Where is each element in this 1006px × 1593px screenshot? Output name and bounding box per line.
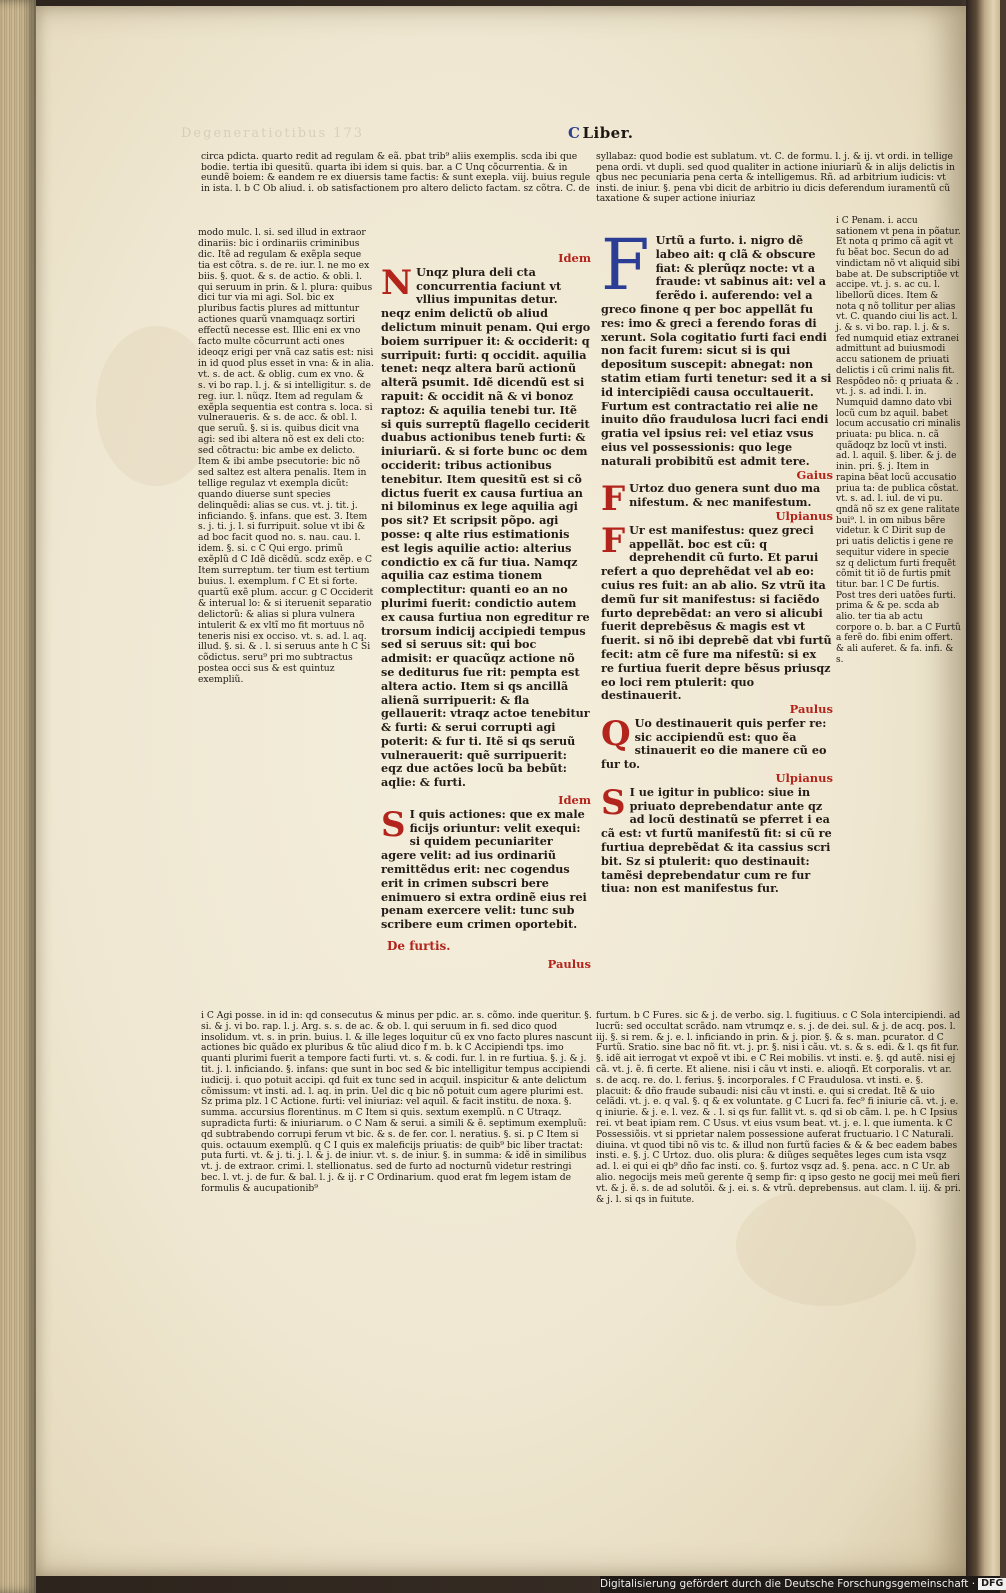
- initial-f-blue: F: [601, 224, 650, 306]
- speaker-label: Paulus: [789, 702, 833, 717]
- next-page-curl: [966, 0, 1000, 1593]
- gloss-top-left: [201, 152, 593, 228]
- footer-text: Digitalisierung gefördert durch die Deutsche Forschungsgemeinschaft ·: [600, 1578, 976, 1590]
- gloss-text: i C Penam. i. accu sationem vt pena in põatur. Et nota q primo cã agit vt fu bẽat boc. Secun do ad vindictam nõ vt aliquid sibi babe at. De subscriptiõe vt accipe. vt. j. s. ac cu. l. libellorũ dices. Item & nota q nõ tollitur per alias vt. C. quando ciui lis act. l. j. & s. vi bo. rap. l. j. & s. fed numquid etiaz extranei admittunt ad buiusmodi accu sationem de priuati delictis i cũ crimi nalis fit. Respõdeo nõ: q priuata & . vt. j. s. ad indi. l. in. Numquid damno dato vbi locũ cum bz aquil. babet locum accusatio cri minalis priuata: pu blica. n. cã quãdoqz bz locũ vt insti. ad. l. aquil. §. liber. & j. de inin. pri. §. j. Item in rapina bẽat locũ accusatio priua ta: de publica cõstat. vt. s. ad. l. iul. de vi pu. qndã nõ sz ex gene ralitate bui⁹. l. in om nibus bẽre videtur. k C Dirit sup de pri uatis delictis i gene re sequitur videre in specie sz q delictum furti frequẽt cõmit tit iõ de furtis pmit titur. bar. l C De furtis. Post tres deri uatões furti. prima & & pe. scda ab alio. ter tia ab actu corpore o. b. bar. a C Furtũ a ferẽ do. fibi enim offert. & ali auferet. & fa. infi. & s.: [836, 216, 961, 665]
- running-head-initial: C: [568, 124, 581, 142]
- initial-s: S: [381, 804, 406, 845]
- initial-f: F: [601, 479, 626, 520]
- speaker-label: Paulus: [547, 956, 591, 971]
- gloss-text: furtum. b C Fures. sic & j. de verbo. sig. l. fugitiuus. c C Sola intercipiendi. ad lucrũ: sed occultat scrãdo. nam vtrumqz e. s. j. de dei. sul. & j. de acq. pos. l. iij. §. si rem. & j. e. l. inficiando in prin. & j. pior. §. & s. man. pcurator. d C Furtũ. Sratio. sine bac nõ fit. vt. j. pr. §. nisi i cãu. vt. s. & s. edi. & l. qs fit fur. §. idẽ ait ierrogat vt expoẽ vt ibi. e C Rei mobilis. vt insti. e. §. qd autẽ. nisi ej cã. vt. j. ẽ. fi certe. Et aliene. nisi i cãu vt insti. e. alioqñ. Et corporalis. vt ar. s. de acq. re. do. l. ferius. §. incorporales. f C Fraudulosa. vt insti. e. §. placuit: & dño fraude subaudi: nisi cãu vt insti. e. qui si credat. Itẽ & uio celãdi. vt. j. e. q val. §. q & ex voluntate. g C Lucri fa. fec⁹ fi iniurie cã. vt. j. e. q iniurie. & j. e. l. vez. & . l. si qs fur. fallit vt. s. qd si ob cãm. l. pe. h C Ipsius rei. vt beat ipiam rem. C Usus. vt eius vsum beat. vt. j. e. l. que iumenta. k C Possessiõis. vt si pprietar nalem possessione auferat fructuario. l C Naturali. diuina. vt quod tibi nõ vis tc. & illud non furtũ facies & & & bec eadem babes insti. e. §. j. C Urtoz. duo. olis plura: & diũges sequẽtes leges cum ista vsqz ad. l. ei qui ei qb⁹ dño fac insti. co. §. furtoz vsqz ad. §. pena. acc. n C Ur. ab alio. negocijs meis meũ gerente q̃ semp fir: q ipso gesto ne gocij mei meũ fieri vt. & j. ẽ. s. de ad solutõi. & j. ei. s. & vtrũ. deprebensus. aut clam. l. iij. & pri. & j. l. si qs in fuitute.: [596, 1010, 961, 1205]
- initial-s: S: [601, 782, 626, 823]
- funding-footer: [600, 1576, 1004, 1593]
- book-page: [36, 6, 966, 1576]
- running-head-title: Liber.: [582, 124, 634, 142]
- rubric-heading: De furtis.: [387, 939, 451, 954]
- gloss-text: syllabaz: quod bodie est sublatum. vt. C. de formu. l. j. & ij. vt ordi. in tellige pena ordi. vt dupli. sed quod qualiter in actione iniuriarũ & in alijs delictis in qbus nec pecuniaria pena certa & intelligemus. Rñ. ad arbitrium iudicis: vt insti. de iniur. §. pena vbi dicit de arbitrio iu dicis deferendum iuramentũ cũ taxatione & super actione iniuriaz: [596, 151, 955, 205]
- speaker-label: Ulpianus: [775, 771, 833, 786]
- main-text: Ur est manifestus: quez greci appellãt. boc est cũ: q deprehendit cũ furto. Et parui refert a quo deprehẽdat vel ab eo: cuius res fuit: an ab alio. Sz vtrũ ita demũ fur sit manifestus: si faciẽdo furto deprebẽdat: an vero si alicubi fuerit deprebẽsus & magis est vt fuerit. si nõ ibi deprebẽ dat vbi furtũ fecit: atm cẽ fure ma nifestũ: si ex re furtiua fuerit depre bẽsus priusqz eo loci rem ptulerit: quo destinauerit.: [601, 522, 832, 703]
- gloss-left-column: [198, 228, 374, 1008]
- dfg-logo-badge: DFG: [978, 1578, 1006, 1590]
- initial-n: N: [381, 262, 413, 303]
- main-text: Urtoz duo genera sunt duo ma nifestum. & nec manifestum.: [629, 481, 821, 510]
- gloss-bottom-left: [201, 1011, 593, 1301]
- main-text: Urtũ a furto. i. nigro dẽ labeo ait: q clã & obscure fiat: & plerũqz nocte: vt a fraude: vt sabinus ait: vel a ferẽdo i. auferendo: vel a greco finone q per boc appellãt fu res: imo & greci a ferendo foras di xerunt. Sola cogitatio furti faci endi non facit furem: sicut si is qui depositum suscepit: abnegat: non statim etiam furti tenetur: sed it a si id intercipiẽdi causa occultauerit. Furtum est contractatio rei alie ne inuito dño fraudulosa lucri faci endi gratia vel ipsius rei: vel etiaz vsus eius vel possessionis: quo lege naturali probibitũ est admit tere.: [601, 233, 832, 468]
- gloss-text: circa pdicta. quarto redit ad regulam & eã. pbat trib⁹ aliis exemplis. scda ibi que bodie. tertia ibi quesitũ. quarta ibi idem si quis. bar. a C Unq cõcurrentia. & in eundẽ boiem: & eandem re ex diuersis tame factis: & sunt exepla. viij. buius regule in ista. l. b C Ob aliud. i. ob satisfactionem pro altero delicto factam. sz cõtra. C. de: [201, 151, 591, 194]
- initial-f: F: [601, 520, 626, 561]
- main-text-column-1: [381, 251, 591, 971]
- initial-q: Q: [601, 713, 631, 754]
- speaker-label: Gaius: [796, 467, 833, 482]
- speaker-label: Idem: [558, 251, 591, 265]
- main-text: Unqz plura deli cta concurrentia faciunt vt vllius impunitas detur. neqz enim delictũ ob aliud delictum minuit penam. Qui ergo boiem surripuer it: & occiderit: q surripuit: furti: q occidit. aquilia tenet: neqz altera barũ actionũ alterã psumit. Idẽ dicendũ est si rapuit: & occidit nã & vi bonoz raptoz: & aquilia tenebi tur. Itẽ si quis surreptũ flagello ceciderit duabus actionibus teneb furti: & iniuriarũ. & si forte bunc oc dem occiderit: tribus actionibus tenebitur. Item quesitũ est si cõ dictus fuerit ex causa furtiua an ni bilominus ex lege aquilia agi pos sit? Et scripsit põpo. agi posse: q alte rius estimationis est legis aquilie actio: alterius condictio ex cã fur tiua. Namqz aquilia caz estima tionem complectitur: quanti eo an no plurimi fuerit: condictio autem ex causa furtiua non egreditur re trorsum indicij accipiedi tempus sed si seruus sit: qui boc admisit: er quacũqz actione nõ se dediturus fue rit: pempta est altera actio. Item si qs ancillã alienã surripuerit: & fla gellauerit: vtraqz actoe tenebitur & furti: & serui corrupti agi poterit: & fur ti. Itẽ si qs seruũ vulnerauerit: quẽ surripuerit: eqz due actões locũ ba bebũt: aqlie: & furti.: [381, 264, 591, 790]
- main-text-column-2: [601, 224, 833, 996]
- gloss-text: i C Agi posse. in id in: qd consecutus & minus per pdic. ar. s. cõmo. inde queritur. §. si. & j. vi bo. rap. l. j. Arg. s. s. de ac. & ob. l. qui seruum in fi. sed dico quod insolidum. vt. s. in prin. buius. l. & ille leges loquitur cũ ex vno facto plures nascunt actiones bic quãdo ex pluribus & tũc aliud dico f m. b. k C Accipiendi tps. imo quanti plurimi fuerit a tempore facti furti. vt. s. & codi. fur. l. in re furtiua. §. j. & j. tit. j. l. inficiando. §. infans: que sunt in boc sed & bic intelligitur tempus accipiendi iudicij. i. quo potuit accipi. qd fuit ex tunc sed in acquil. inspicitur & ante delictum cõmissum: vt insti. ad. l. aq. in prin. Uel dic q bic nõ potuit cum agere plurimi est. Sz prima plz. l C Actione. furti: vel iniuriaz: vel aquil. & facit institu. de noxa. §. summa. accursius florentinus. m C Item si quis. sextum exemplũ. n C Utraqz. supradicta furti: & iniuriarum. o C Nam & serui. a simili & ẽ. septimum exempluũ: qd subtrabendo corrupi ferum vt bic. & s. de fer. cor. l. neratius. §. si. p C Item si quis. octauum exemplũ. q C I quis ex maleficijs priuatis: de quib⁹ bic liber tractat: puta furti. vt. & j. ti. j. l. & j. de iniur. vt. s. de iniur. §. in summa: & idẽ in similibus vt. j. de extraor. crimi. l. stellionatus. sed de furto ad nocturnũ videtur restringi bec. l. vt. j. de fur. & bal. l. j. & ij. r C Ordinarium. quod erat fm legem istam de formulis & aucupationib⁹: [201, 1010, 593, 1194]
- gloss-bottom-right: [596, 1011, 961, 1301]
- main-text: I quis actiones: que ex male ficijs oriuntur: velit exequi: si quidem pecuniariter agere velit: ad ius ordinariũ remittẽdus erit: nec cogendus erit in crimen subscri bere enimuero si extra ordinẽ eius rei penam exercere velit: tunc sub scribere eum crimen oportebit.: [381, 806, 587, 932]
- page-stack-edge: [0, 0, 36, 1593]
- speaker-label: Ulpianus: [775, 508, 833, 523]
- running-head: [568, 124, 633, 142]
- gloss-text: modo mulc. l. si. sed illud in extraor dinariis: bic i ordinariis criminibus dic. Itẽ ad regulam & exẽpla seque tia est cõtra. s. de re. iur. l. ne mo ex biis. §. quot. & s. de actio. & obli. l. qui seruum in prin. & l. plura: quibus dici tur via mi agi. Sol. bic ex pluribus factis plures ad mittuntur actiones quarũ vnamquaqz sortiri effectũ necesse est. Illic eni ex vno facto multe cõcurrunt acti ones ideoqz erigi per vnã caz satis est: nisi in id quod plus esset in vna: & in alia. vt. s. de act. & oblig. cum ex vno. & s. vi bo rap. l. j. & si intelligitur. s. de reg. iur. l. nũqz. Item ad regulam & exẽpla sequentia est contra s. loca. si vulneraueris. & s. de acc. & obl. l. que seruũ. §. si is. quibus dicit vna agi: sed ibi altera nõ est ex deli cto: sed cõtractu: bic ambe ex delicto. Item & ibi ambe psecutorie: bic nõ sed saltez est altera penalis. Item in tellige regulaz vt exempla dicũt: quando diuerse sunt species delinquẽdi: alias se cus. vt. j. tit. j. inficiando. §. infans. que est. 3. Item s. j. ti. j. l. si furripuit. solue vt ibi & ad boc facit quod no. s. nau. cau. l. idem. §. si. c C Qui ergo. primũ exẽplũ d C Idẽ dicẽdũ. scdz exẽp. e C Item surreptum. ter tium est tertium buius. l. exemplum. f C Et si forte. quartũ exẽ plum. accur. g C Occiderit & interual lo: & si iteruenit separatio delictorũ: & alias si plura vulnera intulerit & ex vltĩ mo fit mortuus nõ teneris nisi ex occiso. vt. s. ad. l. aq. illud. §. si. & . l. si seruus ante h C Si cõdictus. seru⁹ pri mo subtractus postea occi sus & est quintuz exempliũ.: [198, 227, 374, 686]
- show-through-header: Degeneratiotibus 173: [181, 126, 365, 141]
- main-text: I ue igitur in publico: siue in priuato deprebendatur ante qz ad locũ destinatũ se pferret i ea cã est: vt furtũ manifestũ fit: si cũ re furtiua deprebẽdat & ita cassius scri bit. Sz si ptulerit: quo destinauit: tamẽsi deprebendatur cum re fur tiua: non est manifestus fur.: [601, 784, 832, 896]
- speaker-label: Idem: [558, 793, 591, 808]
- main-text: Uo destinauerit quis perfer re: sic accipiendũ est: quo ẽa stinauerit eo die manere cũ eo fur to.: [601, 715, 827, 772]
- gloss-right-column: [836, 216, 961, 1006]
